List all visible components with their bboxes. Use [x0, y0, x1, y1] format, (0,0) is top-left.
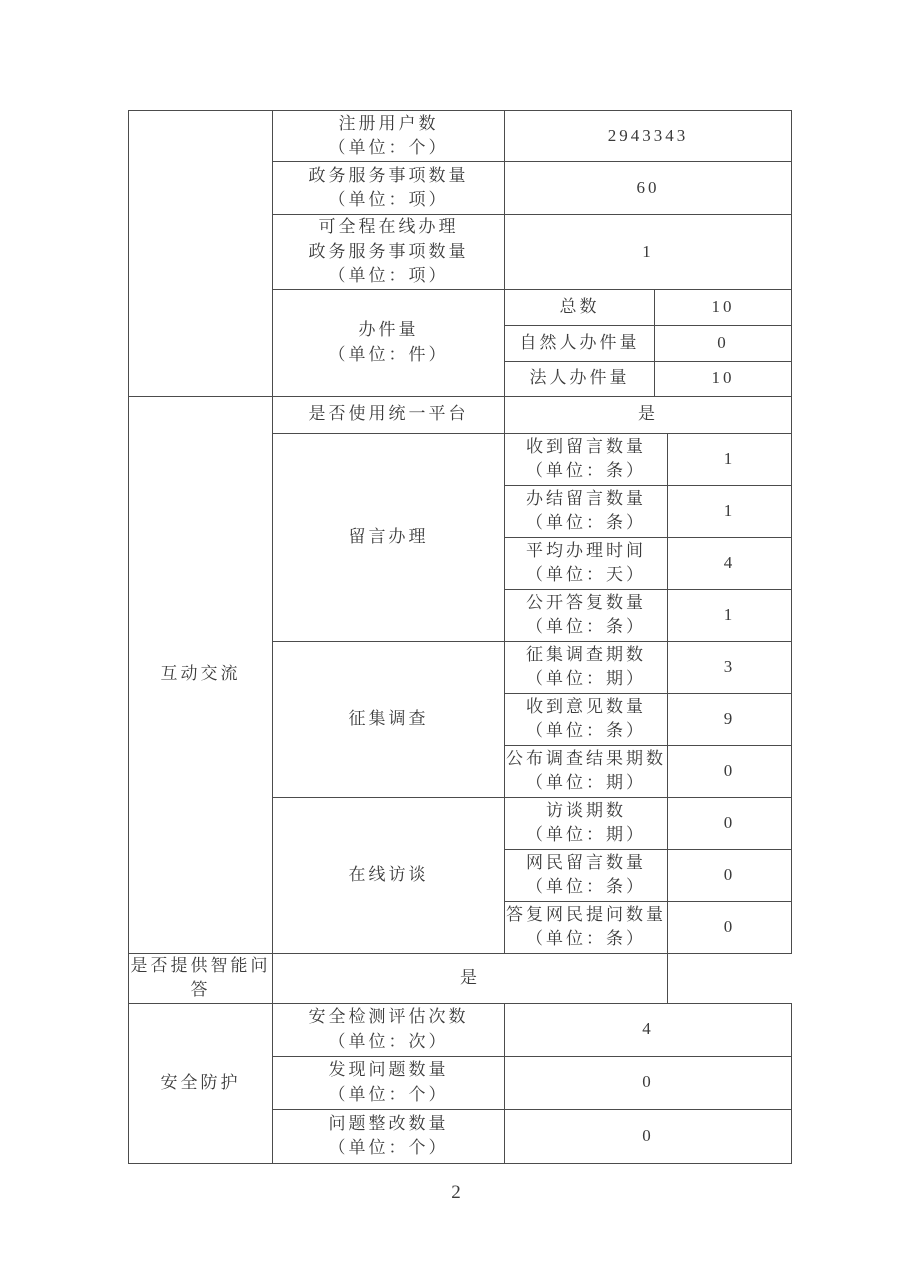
label-smart-qa: 是否提供智能问答 [129, 953, 273, 1003]
sublabel-netizen-messages [505, 849, 668, 901]
table-row [129, 953, 792, 1003]
label-online-interview: 在线访谈 [273, 797, 505, 953]
annual-report-table [128, 110, 792, 1164]
value-avg-processing-time: 4 [668, 537, 792, 589]
label-message-handling: 留言办理 [273, 433, 505, 641]
group-cell-security: 安全防护 [129, 1003, 273, 1163]
label-unit: （单位：次） [328, 1031, 449, 1051]
label-unit: （单位：个） [328, 138, 449, 157]
label-line: 发现问题数量 [328, 1060, 449, 1079]
label-problems-rectified [273, 1109, 505, 1163]
value-completed-messages: 1 [668, 485, 792, 537]
sublabel-received-messages [505, 433, 668, 485]
label-line: 可全程在线办理 [318, 217, 459, 236]
value-opinions-received: 9 [668, 693, 792, 745]
label-problems-found [273, 1056, 505, 1109]
sublabel-natural-person-items: 自然人办件量 [505, 325, 655, 361]
label-unit: （单位：条） [526, 461, 646, 480]
table-row [129, 1003, 792, 1056]
label-line: 答复网民提问数量 [506, 904, 666, 924]
label-line: 注册用户数 [338, 113, 439, 133]
label-line: 征集调查期数 [526, 644, 646, 664]
page-number: 2 [451, 1182, 461, 1203]
label-unit: （单位：期） [526, 825, 646, 844]
label-line: 公布调查结果期数 [506, 748, 666, 768]
value-netizen-messages: 0 [668, 849, 792, 901]
label-line: 政务服务事项数量 [308, 241, 469, 261]
sublabel-total: 总数 [505, 289, 655, 325]
group-cell-blank [129, 111, 273, 397]
label-security-assessments [273, 1003, 505, 1056]
label-full-online-service-items [273, 215, 505, 290]
sublabel-replies-to-netizens [505, 901, 668, 953]
label-registered-users [273, 111, 505, 162]
label-unified-platform: 是否使用统一平台 [273, 396, 505, 433]
table-row [129, 396, 792, 433]
label-line: 收到留言数量 [526, 436, 646, 456]
sublabel-avg-processing-time [505, 537, 668, 589]
label-line: 办结留言数量 [526, 488, 646, 508]
label-unit: （单位：条） [526, 721, 646, 740]
value-full-online-service-items: 1 [505, 215, 792, 290]
sublabel-survey-results-published [505, 745, 668, 797]
label-line: 网民留言数量 [526, 852, 646, 872]
value-public-replies: 1 [668, 589, 792, 641]
label-unit: （单位：项） [328, 266, 449, 285]
value-total: 10 [655, 289, 792, 325]
label-unit: （单位：个） [328, 1138, 449, 1157]
label-line: 平均办理时间 [526, 540, 646, 560]
label-survey: 征集调查 [273, 641, 505, 797]
group-cell-interaction: 互动交流 [129, 396, 273, 953]
label-line: 政务服务事项数量 [308, 165, 469, 185]
label-unit: （单位：件） [328, 344, 449, 364]
label-unit: （单位：条） [526, 513, 646, 532]
label-unit: （单位：个） [328, 1084, 449, 1104]
sublabel-interview-periods [505, 797, 668, 849]
label-unit: （单位：项） [328, 190, 449, 209]
label-line: 办件量 [358, 320, 419, 339]
value-survey-periods: 3 [668, 641, 792, 693]
label-line: 收到意见数量 [526, 696, 646, 716]
sublabel-completed-messages [505, 485, 668, 537]
label-unit: （单位：条） [526, 877, 646, 896]
value-legal-person-items: 10 [655, 361, 792, 396]
value-interview-periods: 0 [668, 797, 792, 849]
value-smart-qa: 是 [273, 953, 668, 1003]
value-unified-platform: 是 [505, 396, 792, 433]
label-line: 安全检测评估次数 [308, 1007, 469, 1026]
label-unit: （单位：天） [526, 565, 646, 584]
label-unit: （单位：条） [526, 617, 646, 636]
label-unit: （单位：期） [526, 669, 646, 688]
label-processed-items [273, 289, 505, 396]
value-security-assessments: 4 [505, 1003, 792, 1056]
value-replies-to-netizens: 0 [668, 901, 792, 953]
label-line: 公开答复数量 [526, 592, 646, 612]
table-row [129, 111, 792, 162]
sublabel-legal-person-items: 法人办件量 [505, 361, 655, 396]
value-registered-users: 2943343 [505, 111, 792, 162]
value-natural-person-items: 0 [655, 325, 792, 361]
sublabel-opinions-received [505, 693, 668, 745]
value-survey-results-published: 0 [668, 745, 792, 797]
label-unit: （单位：期） [526, 773, 646, 792]
value-received-messages: 1 [668, 433, 792, 485]
value-problems-rectified: 0 [505, 1109, 792, 1163]
label-gov-service-items [273, 162, 505, 215]
value-gov-service-items: 60 [505, 162, 792, 215]
sublabel-public-replies [505, 589, 668, 641]
label-unit: （单位：条） [526, 929, 646, 948]
label-line: 问题整改数量 [328, 1113, 449, 1133]
label-line: 访谈期数 [546, 800, 626, 820]
value-problems-found: 0 [505, 1056, 792, 1109]
sublabel-survey-periods [505, 641, 668, 693]
